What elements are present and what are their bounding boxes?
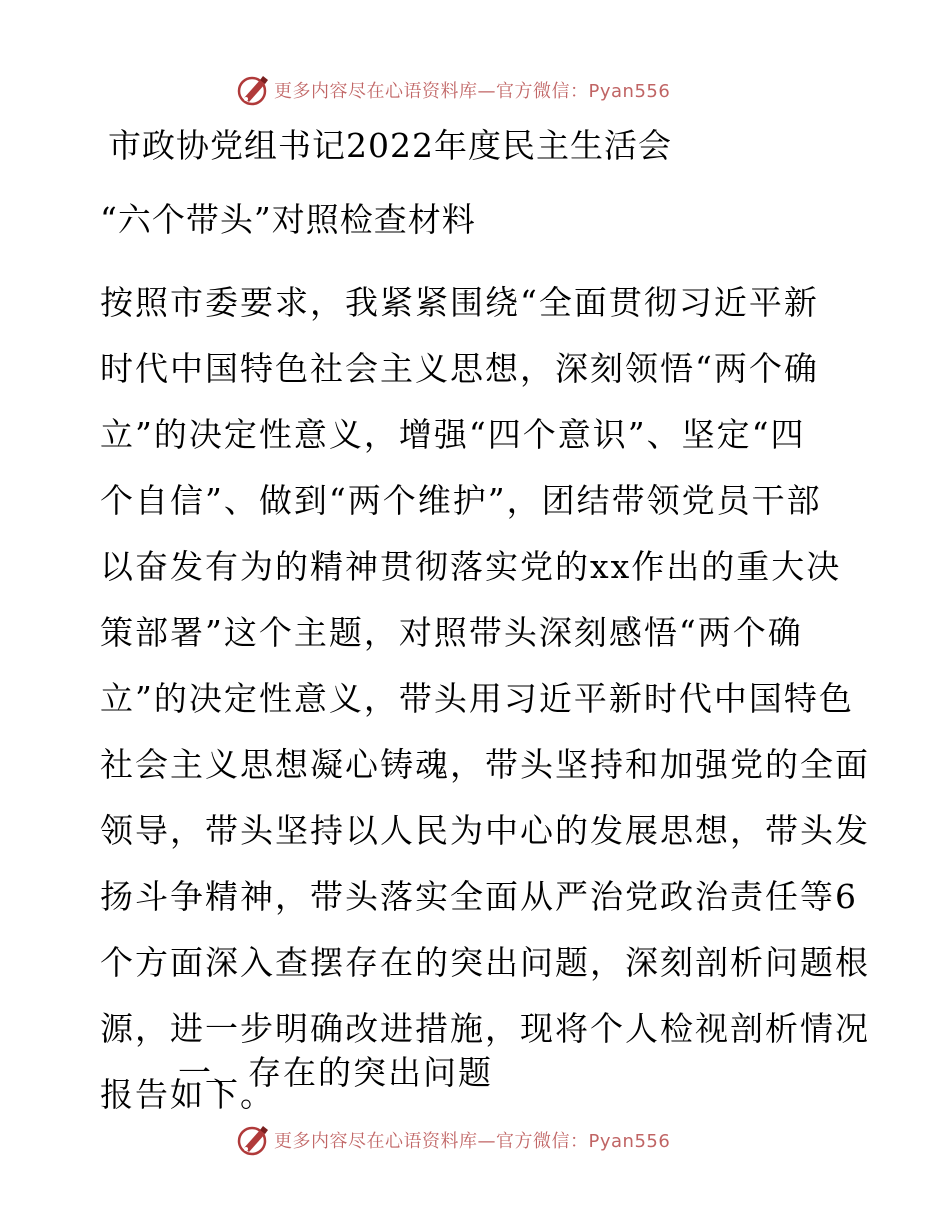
watermark-text <box>274 1127 670 1153</box>
body-line: 以奋发有为的精神贯彻落实党的xx作出的重大决 <box>100 547 842 586</box>
body-line: 个自信”、做到“两个维护”，团结带领党员干部 <box>100 481 822 520</box>
red-pen-logo-icon <box>236 72 272 108</box>
body-line: 社会主义思想凝心铸魂，带头坚持和加强党的全面 <box>100 745 870 784</box>
watermark-text-tail: 官方微信：Pyan556 <box>496 81 671 102</box>
watermark-dash: — <box>477 1131 496 1152</box>
watermark-text-main: 更多内容尽在心语资料库 <box>274 81 478 102</box>
body-line: 源，进一步明确改进措施，现将个人检视剖析情况 <box>100 1009 870 1048</box>
body-line: 扬斗争精神，带头落实全面从严治党政治责任等6 <box>100 877 858 916</box>
watermark-text-tail: 官方微信：Pyan556 <box>496 1131 671 1152</box>
body-line: 立”的决定性意义，增强“四个意识”、坚定“四 <box>100 415 806 454</box>
body-line: 立”的决定性意义，带头用习近平新时代中国特色 <box>100 679 854 718</box>
red-pen-logo-icon <box>236 1122 272 1158</box>
watermark-dash: — <box>477 81 496 102</box>
body-paragraph <box>100 270 870 1128</box>
body-line: 时代中国特色社会主义思想，深刻领悟“两个确 <box>100 349 819 388</box>
document-title-line1: 市政协党组书记2022年度民主生活会 <box>108 126 672 165</box>
watermark-text-main: 更多内容尽在心语资料库 <box>274 1131 478 1152</box>
body-line: 领导，带头坚持以人民为中心的发展思想，带头发 <box>100 811 870 850</box>
watermark-text <box>274 77 670 103</box>
watermark-header <box>236 70 670 110</box>
body-line: 策部署”这个主题，对照带头深刻感悟“两个确 <box>100 613 803 652</box>
watermark-footer <box>236 1120 670 1160</box>
body-line: 报告如下。 <box>100 1075 275 1114</box>
document-title-line2: “六个带头”对照检查材料 <box>100 200 476 239</box>
body-line: 按照市委要求，我紧紧围绕“全面贯彻习近平新 <box>100 283 819 322</box>
body-line: 个方面深入查摆存在的突出问题，深刻剖析问题根 <box>100 943 870 982</box>
section-heading: 一、存在的突出问题 <box>178 1053 493 1092</box>
